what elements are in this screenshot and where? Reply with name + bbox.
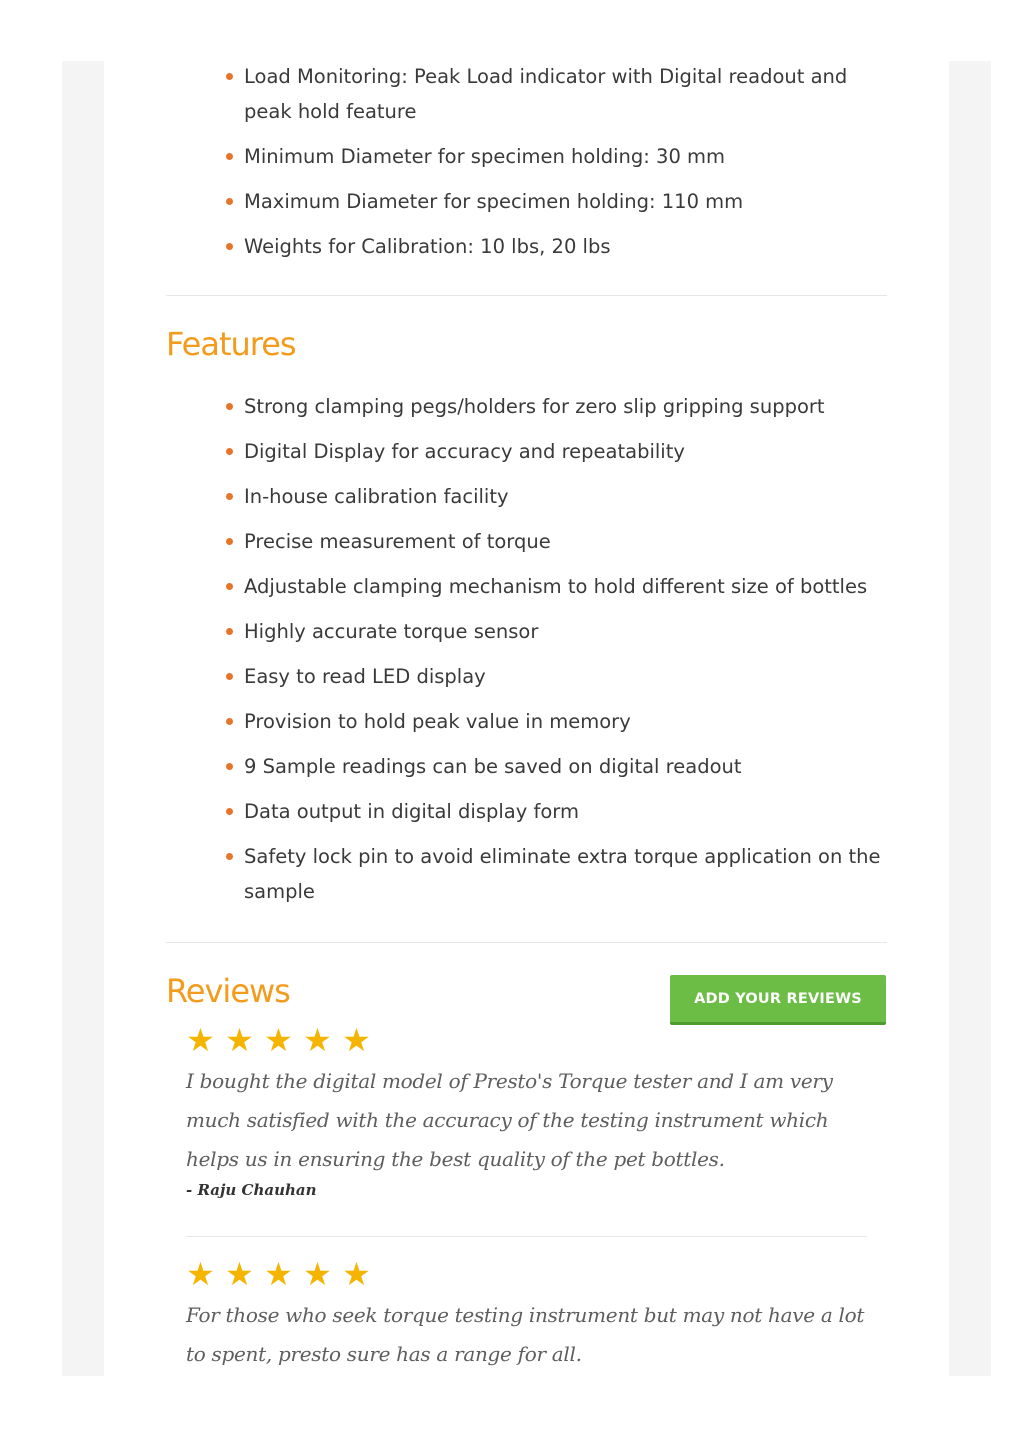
list-item-text: Load Monitoring: Peak Load indicator with Digital readout and peak hold feature — [244, 65, 848, 123]
list-item — [244, 569, 887, 604]
list-item — [244, 389, 887, 424]
list-item-text: Easy to read LED display — [244, 665, 486, 688]
list-item-text: Minimum Diameter for specimen holding: 30 mm — [244, 145, 726, 168]
list-item — [244, 704, 887, 739]
star-icon: ★ — [186, 1021, 215, 1059]
bullet-icon — [226, 73, 233, 80]
features-section — [166, 389, 887, 919]
star-icon: ★ — [186, 1255, 215, 1293]
right-gutter — [949, 61, 991, 1376]
review-text: For those who seek torque testing instrument but may not have a lot to spent, presto sure has a range for all. — [186, 1303, 865, 1366]
bullet-icon — [226, 153, 233, 160]
star-rating — [186, 1020, 866, 1060]
list-item — [244, 229, 887, 264]
star-icon: ★ — [264, 1255, 293, 1293]
bullet-icon — [226, 583, 233, 590]
star-icon: ★ — [264, 1021, 293, 1059]
bullet-icon — [226, 243, 233, 250]
section-divider — [166, 295, 887, 296]
review-card — [186, 1254, 866, 1374]
list-item-text: Highly accurate torque sensor — [244, 620, 539, 643]
list-item — [244, 479, 887, 514]
list-item — [244, 614, 887, 649]
list-item — [244, 184, 887, 219]
list-item — [244, 139, 887, 174]
section-divider — [166, 942, 887, 943]
bullet-icon — [226, 448, 233, 455]
list-item-text: Precise measurement of torque — [244, 530, 551, 553]
list-item — [244, 839, 887, 909]
bullet-icon — [226, 853, 233, 860]
list-item — [244, 749, 887, 784]
star-icon: ★ — [342, 1021, 371, 1059]
bullet-icon — [226, 493, 233, 500]
list-item-text: Digital Display for accuracy and repeatability — [244, 440, 685, 463]
list-item-text: 9 Sample readings can be saved on digital readout — [244, 755, 742, 778]
list-item — [244, 434, 887, 469]
star-icon: ★ — [303, 1021, 332, 1059]
list-item — [244, 59, 887, 129]
reviews-heading: Reviews — [166, 972, 290, 1010]
list-item-text: Data output in digital display form — [244, 800, 579, 823]
list-item-text: Weights for Calibration: 10 lbs, 20 lbs — [244, 235, 611, 258]
bullet-icon — [226, 718, 233, 725]
specifications-list — [166, 59, 887, 264]
review-text: I bought the digital model of Presto's Torque tester and I am very much satisfied with the accuracy of the testing instrument which helps us in ensuring the best quality of the pet bottles. — [186, 1069, 833, 1171]
specifications-section — [166, 59, 887, 274]
list-item-text: Adjustable clamping mechanism to hold different size of bottles — [244, 575, 868, 598]
list-item — [244, 794, 887, 829]
list-item-text: Provision to hold peak value in memory — [244, 710, 631, 733]
list-item-text: In-house calibration facility — [244, 485, 509, 508]
list-item-text: Safety lock pin to avoid eliminate extra torque application on the sample — [244, 845, 881, 903]
star-icon: ★ — [225, 1021, 254, 1059]
star-icon: ★ — [342, 1255, 371, 1293]
review-author: - Raju Chauhan — [186, 1181, 317, 1199]
list-item — [244, 659, 887, 694]
star-icon: ★ — [303, 1255, 332, 1293]
left-gutter — [62, 61, 104, 1376]
features-list — [166, 389, 887, 909]
bullet-icon — [226, 808, 233, 815]
bullet-icon — [226, 628, 233, 635]
bullet-icon — [226, 538, 233, 545]
review-divider — [186, 1236, 867, 1237]
bullet-icon — [226, 673, 233, 680]
bullet-icon — [226, 763, 233, 770]
add-review-button[interactable]: ADD YOUR REVIEWS — [670, 975, 886, 1025]
star-icon: ★ — [225, 1255, 254, 1293]
list-item — [244, 524, 887, 559]
bullet-icon — [226, 198, 233, 205]
star-rating — [186, 1254, 866, 1294]
list-item-text: Strong clamping pegs/holders for zero slip gripping support — [244, 395, 825, 418]
list-item-text: Maximum Diameter for specimen holding: 110 mm — [244, 190, 744, 213]
review-card — [186, 1020, 866, 1199]
bullet-icon — [226, 403, 233, 410]
features-heading: Features — [166, 325, 296, 363]
